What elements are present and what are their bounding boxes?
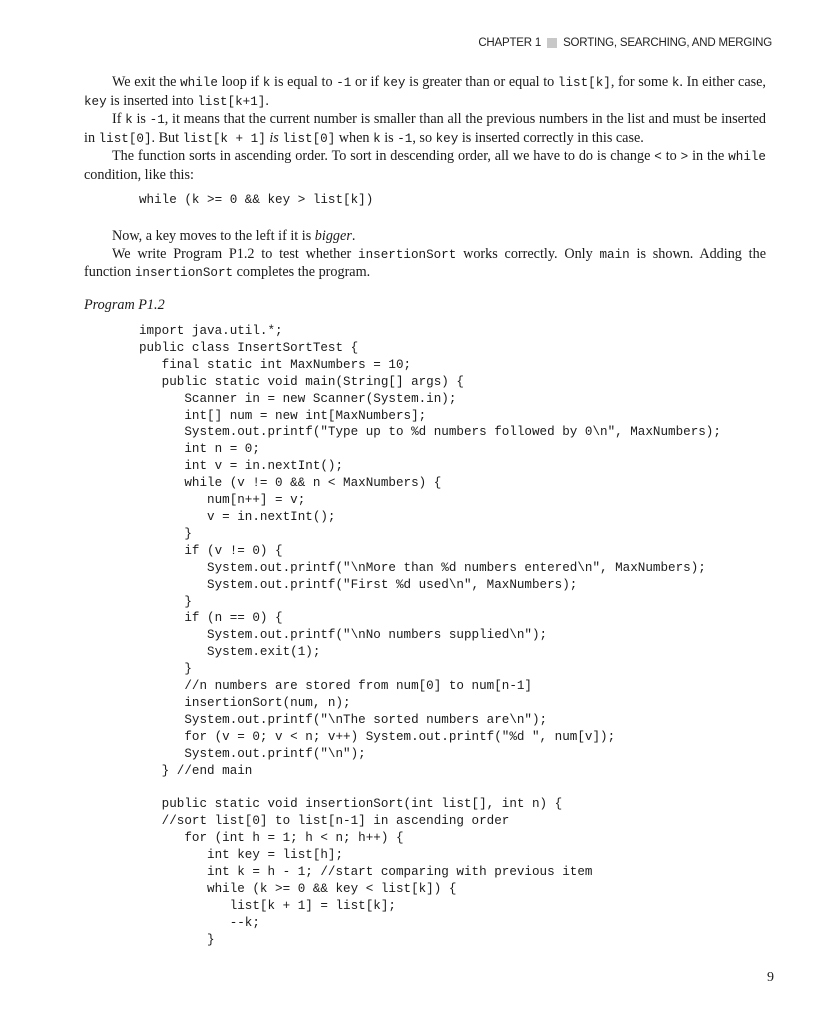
inline-code: key <box>84 94 107 109</box>
inline-code: > <box>680 150 689 165</box>
intro-paragraphs <box>84 74 766 185</box>
inline-code: list[k] <box>557 76 611 90</box>
text: . <box>351 228 356 244</box>
text: completes the program. <box>233 264 371 281</box>
paragraph-4 <box>84 228 766 246</box>
program-code-listing: import java.util.*; public class InsertSortTest { final static int MaxNumbers = 10; public static void main(String[] args) { Scanner in = new Scanner(System.in); int[] num = new int[MaxNumbers]; System.out.printf("Type up to %d numbers followed by 0\n", MaxNumbers); int n = 0; int v = in.nextInt(); while (v != 0 && n < MaxNumbers) { num[n++] = v; v = in.nextInt(); } if (v != 0) { System.out.printf("\nMore than %d numbers entered\n", MaxNumbers); System.out.printf("First %d used\n", MaxNumbers); } if (n == 0) { System.out.printf("\nNo numbers supplied\n"); System.exit(1); } //n numbers are stored from num[0] to num[n-1] insertionSort(num, n); System.out.printf("\nThe sorted numbers are\n"); for (v = 0; v < n; v++) System.out.printf("%d ", num[v]); System.out.printf("\n"); } //end main public static void insertionSort(int list[], int n) { //sort list[0] to list[n-1] in ascending order for (int h = 1; h < n; h++) { int key = list[h]; int k = h - 1; //start comparing with previous item while (k >= 0 && key < list[k]) { list[k + 1] = list[k]; --k; } <box>139 324 721 947</box>
paragraph-3 <box>84 148 766 184</box>
paragraph-2 <box>84 111 766 148</box>
inline-code: -1 <box>397 131 413 146</box>
text: The function sorts in ascending order. To sort in descending order, all we have to do is change <box>112 148 655 165</box>
inline-code: < <box>654 150 662 165</box>
text: , it means that the current number is smaller than all the previous numbers in the list and must be inserted in <box>84 111 766 146</box>
inline-code: list[0] <box>98 131 152 146</box>
inline-code: list[k+1] <box>197 94 266 109</box>
text: is <box>132 111 150 128</box>
text: works correctly. Only <box>456 245 600 262</box>
text: We write Program P1.2 to test whether <box>112 245 359 262</box>
text: is equal to <box>270 74 337 90</box>
text: condition, like this: <box>84 166 194 183</box>
inline-code: insertionSort <box>358 247 457 262</box>
text: when <box>335 129 374 146</box>
program-label: Program P1.2 <box>84 297 165 313</box>
text: . But <box>151 129 183 146</box>
chapter-title: SORTING, SEARCHING, AND MERGING <box>563 37 772 49</box>
text: is greater than or equal to <box>405 74 558 90</box>
header-separator-square <box>547 38 557 48</box>
italic-text: bigger <box>314 228 352 244</box>
inline-code: list[0] <box>282 131 336 146</box>
text: . <box>265 92 269 109</box>
inline-code: while <box>728 150 766 165</box>
inline-code: -1 <box>336 76 352 90</box>
text: , for some <box>610 74 672 90</box>
inline-code: k <box>125 113 133 128</box>
inline-code: insertionSort <box>134 266 234 281</box>
text: . In either case, <box>679 74 766 90</box>
inline-code: while <box>180 76 218 90</box>
inline-code: k <box>373 131 381 146</box>
chapter-label: CHAPTER 1 <box>478 37 542 49</box>
inline-code: list[k + 1] <box>182 131 266 146</box>
text: is shown. Adding the function <box>84 245 767 281</box>
inline-code: k <box>671 76 680 90</box>
text: We exit the <box>112 74 181 90</box>
inline-code: main <box>599 247 630 262</box>
paragraph-1 <box>84 74 766 111</box>
running-header <box>478 37 772 49</box>
text: If <box>112 111 126 128</box>
inline-code: key <box>435 131 459 146</box>
text: loop if <box>217 74 263 90</box>
text: is inserted correctly in this case. <box>458 129 644 146</box>
code-example-line: while (k >= 0 && key > list[k]) <box>139 193 374 207</box>
page-number: 9 <box>767 970 774 985</box>
text: is <box>380 129 398 146</box>
italic-text: is <box>265 129 283 146</box>
text: or if <box>351 74 383 90</box>
inline-code: -1 <box>149 113 165 128</box>
inline-code: k <box>262 76 271 90</box>
text: in the <box>688 148 729 165</box>
followup-paragraphs <box>84 228 766 283</box>
text: is inserted into <box>106 92 198 109</box>
text: Now, a key moves to the left if it is <box>112 228 315 244</box>
text: to <box>661 148 681 165</box>
text: , so <box>412 129 436 146</box>
inline-code: key <box>382 76 406 90</box>
paragraph-5 <box>84 246 766 283</box>
